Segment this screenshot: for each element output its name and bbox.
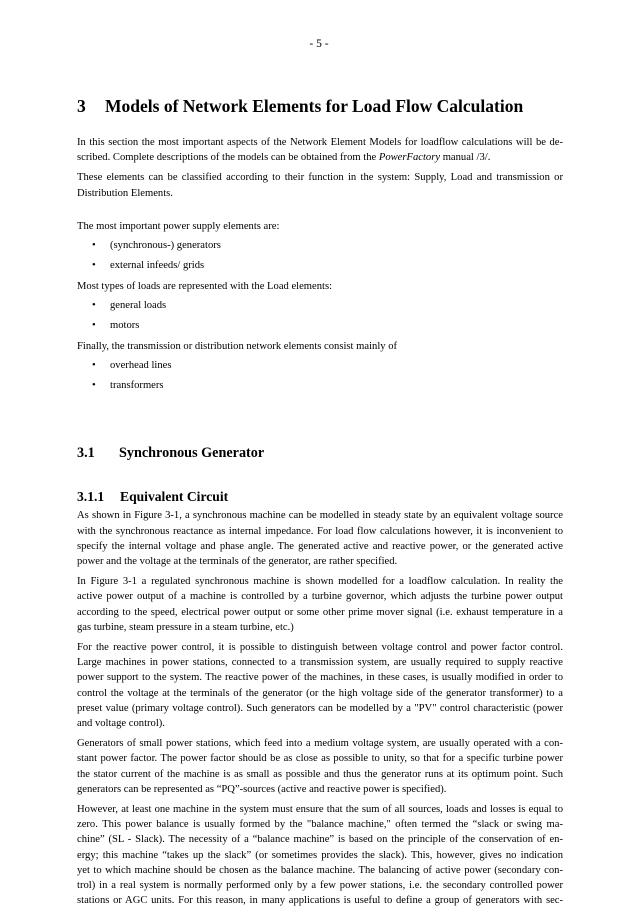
list-item-text: overhead lines xyxy=(110,360,172,372)
list-item xyxy=(77,359,563,373)
bullet-icon: • xyxy=(92,360,96,372)
text-line: and voltage control). xyxy=(77,718,165,730)
transmission-intro: Finally, the transmission or distribution network elements consist mainly of xyxy=(77,341,398,353)
text-line: power and the voltage at the terminals of the generator, are rather specified. xyxy=(77,556,398,568)
list-item xyxy=(77,299,563,313)
text-line: chine” (SL - Slack). The necessity of a “balance machine” is based on the principle of the conservation of en- xyxy=(77,834,563,846)
body-paragraph xyxy=(77,736,563,797)
list-item xyxy=(77,239,563,253)
text-line: Large machines in power stations, connected to a transmission system, are usually required to supply reactive xyxy=(77,657,563,669)
text-line: according to the speed, electrical power output or some other prime mover signal (i.e. exhaust temperature in a xyxy=(77,606,563,618)
chapter-number: 3 xyxy=(77,96,86,116)
body-paragraph xyxy=(77,508,563,569)
text-line: These elements can be classified according to their function in the system: Supply, Load and transmission or xyxy=(77,172,563,184)
supply-intro: The most important power supply elements are: xyxy=(77,220,280,232)
section-number: 3.1 xyxy=(77,445,95,462)
text-line: In this section the most important aspects of the Network Element Models for loadflow calculations will be de- xyxy=(77,137,563,148)
subsection-number: 3.1.1 xyxy=(77,489,105,505)
text-line: However, at least one machine in the system must ensure that the sum of all sources, loads and losses is equal to xyxy=(77,804,563,816)
list-item-text: (synchronous-) generators xyxy=(110,240,221,252)
list-item xyxy=(77,259,563,273)
section-title: Synchronous Generator xyxy=(119,445,265,462)
text-line xyxy=(77,150,563,165)
list-item-text: transformers xyxy=(110,380,164,392)
text-line: Generators of small power stations, which feed into a medium voltage system, are usually operated with a con- xyxy=(77,738,563,750)
text-line: with the synchronous reactance as internal impedance. For load flow calculations however, it is inconvenient to xyxy=(77,525,563,537)
list-item-text: motors xyxy=(110,320,140,332)
page-content xyxy=(77,94,563,914)
chapter-heading xyxy=(77,94,563,118)
text-run: scribed. Complete descriptions of the models can be obtained from the xyxy=(77,152,379,164)
text-line: the stator current of the machine is as small as possible and thus the generator runs at its optimum point. Such xyxy=(77,768,563,780)
bullet-icon: • xyxy=(92,320,96,332)
text-line: preset value (primary voltage control). Such generators can be modelled by a "PV" control characteristic (power xyxy=(77,702,563,714)
text-line: yet to which machine should be chosen as the balance machine. The balancing of active power (secondary con- xyxy=(77,864,563,876)
text-run: manual /3/. xyxy=(440,152,491,164)
subsection-heading xyxy=(77,487,563,506)
list-item xyxy=(77,379,563,393)
text-line: zero. This power balance is usually formed by the "balance machine," often termed the “slack or swing ma- xyxy=(77,819,563,831)
text-line: power support to the system. The reactive power of the machines, in these cases, is usually modified in order to xyxy=(77,672,563,684)
bullet-icon: • xyxy=(92,380,96,392)
intro-paragraph xyxy=(77,135,563,165)
body-paragraph xyxy=(77,802,563,908)
body-paragraph xyxy=(77,574,563,635)
text-line: active power output of a machine is controlled by a turbine governor, which adjusts the turbine power output xyxy=(77,591,563,603)
text-line: specify the internal voltage and phase angle. The generated active and reactive power, or the generated active xyxy=(77,540,563,552)
list-item-text: external infeeds/ grids xyxy=(110,260,205,272)
text-line: ergy; this machine “takes up the slack” (or sometimes provides the slack). This, however, gives no indication xyxy=(77,849,563,861)
bullet-icon: • xyxy=(92,240,96,252)
section-heading xyxy=(77,443,563,463)
chapter-title: Models of Network Elements for Load Flow Calculation xyxy=(105,96,524,116)
text-line: generators can be represented as “PQ”-sources (active and reactive power is specified). xyxy=(77,783,447,795)
subsection-title: Equivalent Circuit xyxy=(120,489,229,505)
page-number: - 5 - xyxy=(309,38,329,50)
text-line: stations or AGC units. For this reason, in many applications is useful to define a group of generators with sec- xyxy=(77,895,563,907)
text-line: control the voltage at the terminals of the generator (or the high voltage side of the generator transformer) to a xyxy=(77,687,563,699)
transmission-list xyxy=(77,359,563,393)
load-intro: Most types of loads are represented with the Load elements: xyxy=(77,281,333,293)
text-line: For the reactive power control, it is possible to distinguish between voltage control and power factor control. xyxy=(77,642,563,654)
list-item xyxy=(77,319,563,333)
supply-list xyxy=(77,239,563,273)
text-line: Distribution Elements. xyxy=(77,187,173,199)
text-line: In Figure 3-1 a regulated synchronous machine is shown modelled for a loadflow calculation. In reality the xyxy=(77,576,563,588)
body-paragraph xyxy=(77,640,563,731)
bullet-icon: • xyxy=(92,300,96,312)
text-line: As shown in Figure 3-1, a synchronous machine can be modelled in steady state by an equivalent voltage source xyxy=(77,510,563,522)
list-item-text: general loads xyxy=(110,300,167,312)
text-line: gas turbine, steam pressure in a steam turbine, etc.) xyxy=(77,621,294,633)
product-name: PowerFactory xyxy=(378,152,441,164)
load-list xyxy=(77,299,563,333)
bullet-icon: • xyxy=(92,260,96,272)
text-line: stant power factor. The power factor should be as close as possible to unity, so that for a specific turbine power xyxy=(77,753,563,765)
text-line: trol) in a real system is normally performed only by a few power stations, i.e. the secondary controlled power xyxy=(77,880,563,892)
classification-paragraph xyxy=(77,170,563,200)
